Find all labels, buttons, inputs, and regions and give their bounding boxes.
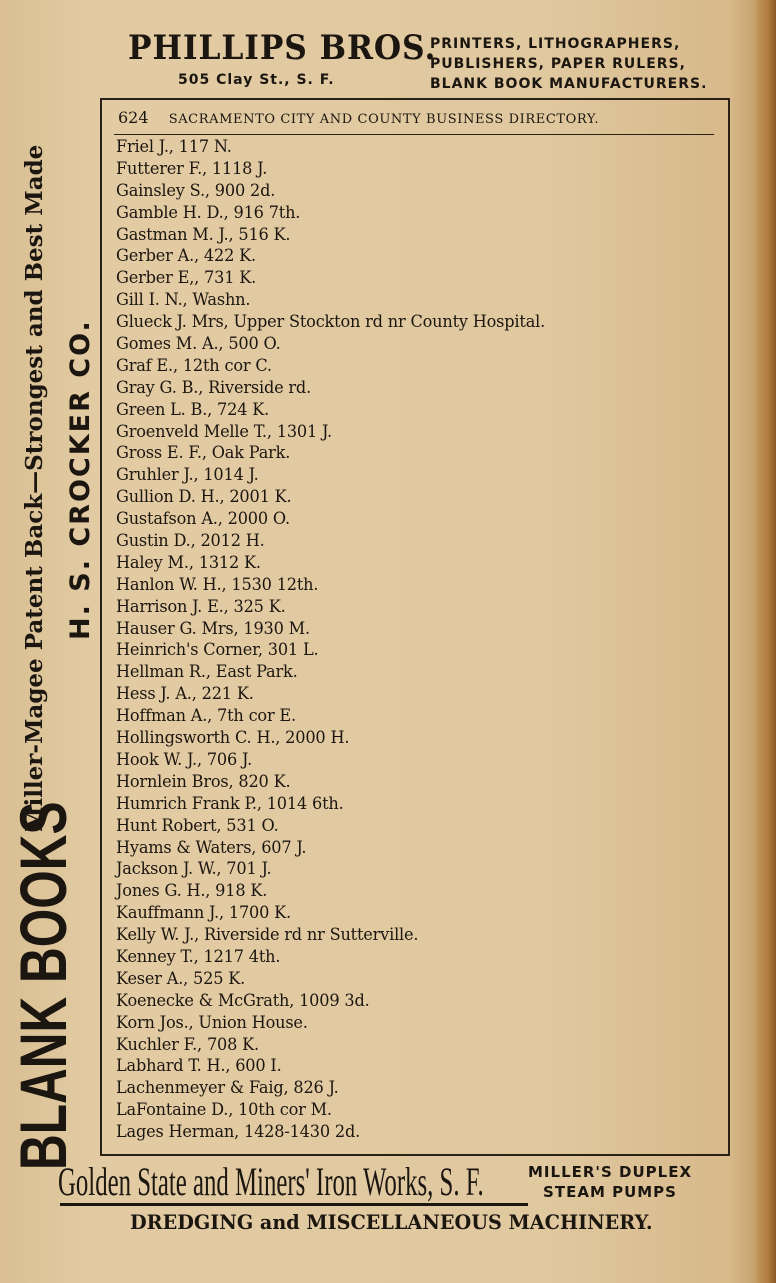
directory-entry: Gastman M. J., 516 K. [116,224,291,245]
directory-entry: Lages Herman, 1428-1430 2d. [116,1122,361,1143]
directory-entry: Friel J., 117 N. [116,137,232,157]
directory-entry: Glueck J. Mrs, Upper Stockton rd nr County Hospital. [116,312,546,333]
directory-entry: Koenecke & McGrath, 1009 3d. [116,990,370,1011]
directory-entry: Humrich Frank P., 1014 6th. [116,793,344,814]
directory-entry: Harrison J. E., 325 K. [116,596,286,617]
running-title: SACRAMENTO CITY AND COUNTY BUSINESS DIRECTORY. [168,112,600,127]
directory-entry: Gray G. B., Riverside rd. [116,377,312,398]
header-firm-name: PHILLIPS BROS. [128,28,437,68]
directory-entry: Labhard T. H., 600 I. [116,1056,282,1077]
directory-entry: Kelly W. J., Riverside rd nr Sutterville. [116,925,419,946]
directory-entry: Kuchler F., 708 K. [116,1034,259,1055]
directory-entry: Hyams & Waters, 607 J. [116,837,307,858]
header-trade-line: PUBLISHERS, PAPER RULERS, [430,56,686,72]
directory-entry: Hoffman A., 7th cor E. [116,706,296,727]
footer-pumps [528,1162,692,1202]
directory-entry: Gustin D., 2012 H. [116,531,265,552]
running-head [118,108,718,127]
directory-entry: Gruhler J., 1014 J. [116,465,259,486]
directory-entry: Gomes M. A., 500 O. [116,334,281,355]
directory-entry: Gerber A., 422 K. [116,246,256,267]
directory-entry: Hunt Robert, 531 O. [116,815,279,836]
directory-entry: Gerber E,, 731 K. [116,268,257,289]
directory-entry: Heinrich's Corner, 301 L. [116,640,319,661]
directory-entry: Gamble H. D., 916 7th. [116,202,301,223]
directory-entry: Gustafson A., 2000 O. [116,509,290,530]
page-edge-shadow [754,0,776,1283]
header-trade-line: BLANK BOOK MANUFACTURERS. [430,76,708,92]
directory-entry: Jackson J. W., 701 J. [116,859,272,880]
header-trades [430,34,707,94]
directory-entry: Hauser G. Mrs, 1930 M. [116,618,310,639]
directory-entries [116,137,716,1144]
directory-entry: Kenney T., 1217 4th. [116,946,281,967]
page-number: 624 [118,108,149,127]
header-trade-line: PRINTERS, LITHOGRAPHERS, [430,36,681,52]
directory-entry: Gainsley S., 900 2d. [116,180,276,201]
directory-entry: LaFontaine D., 10th cor M. [116,1100,332,1121]
directory-entry: Graf E., 12th cor C. [116,355,272,376]
directory-entry: Hellman R., East Park. [116,662,298,683]
footer-rule [60,1203,528,1206]
directory-entry: Kauffmann J., 1700 K. [116,903,291,924]
directory-entry: Hess J. A., 221 K. [116,684,254,705]
footer-ironworks: Golden State and Miners' Iron Works, S. F. [58,1159,484,1204]
directory-entry: Gross E. F., Oak Park. [116,443,291,464]
side-ad-tagline: Miller-Magee Patent Back—Strongest and Best Made [21,144,48,832]
directory-entry: Futterer F., 1118 J. [116,158,268,179]
directory-entry: Korn Jos., Union House. [116,1012,308,1033]
directory-entry: Gill I. N., Washn. [116,290,251,311]
side-ad-company: H. S. CROCKER CO. [65,319,96,640]
directory-entry: Hook W. J., 706 J. [116,749,253,770]
directory-entry: Lachenmeyer & Faig, 826 J. [116,1078,339,1099]
footer-machinery: DREDGING and MISCELLANEOUS MACHINERY. [130,1210,653,1234]
directory-entry: Haley M., 1312 K. [116,552,261,573]
directory-entry: Gullion D. H., 2001 K. [116,487,292,508]
directory-entry: Hanlon W. H., 1530 12th. [116,574,319,595]
footer-pumps-line: MILLER'S DUPLEX [528,1163,693,1181]
directory-entry: Green L. B., 724 K. [116,399,270,420]
footer-pumps-line: STEAM PUMPS [543,1183,677,1201]
directory-entry: Jones G. H., 918 K. [116,881,268,902]
directory-entry: Hollingsworth C. H., 2000 H. [116,728,350,749]
directory-entry: Keser A., 525 K. [116,968,246,989]
header-address: 505 Clay St., S. F. [178,72,335,88]
directory-entry: Groenveld Melle T., 1301 J. [116,421,333,442]
blank-books-text: BLANK BOOKS [6,801,80,1170]
directory-entry: Hornlein Bros, 820 K. [116,771,291,792]
header-rule [114,134,714,135]
